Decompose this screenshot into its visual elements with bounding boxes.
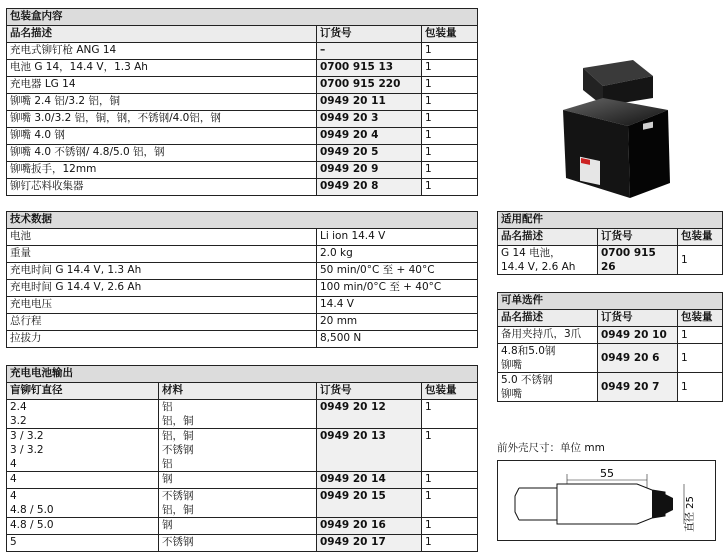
pack-quantity: 1 [678, 327, 723, 344]
tech-title: 技术数据 [7, 212, 478, 229]
table-row [7, 400, 478, 429]
table-row [7, 179, 478, 196]
spec-value: 2.0 kg [317, 246, 478, 263]
order-number: 0949 20 14 [317, 472, 422, 489]
spec-label: 充电时间 G 14.4 V, 2.6 Ah [7, 280, 317, 297]
accessories-table [497, 211, 723, 275]
material: 不锈钢 铝，铜 [159, 489, 317, 518]
spec-value: 100 min/0°C 至 + 40°C [317, 280, 478, 297]
spec-label: 总行程 [7, 314, 317, 331]
material: 铝，铜 不锈钢 铝 [159, 429, 317, 472]
package-table [6, 8, 478, 196]
dim-diameter-label: 直径 25 [685, 496, 696, 532]
pack-quantity: 1 [422, 472, 478, 489]
output-table [6, 365, 478, 552]
table-row [7, 128, 478, 145]
table-row [7, 94, 478, 111]
pack-quantity: 1 [422, 400, 478, 429]
table-row [7, 472, 478, 489]
options-title: 可单选件 [498, 293, 723, 310]
item-description: 铆嘴 4.0 不锈钢/ 4.8/5.0 铝，钢 [7, 145, 317, 162]
pack-quantity: 1 [422, 111, 478, 128]
spec-value: 20 mm [317, 314, 478, 331]
pack-quantity: 1 [422, 128, 478, 145]
order-number: 0949 20 12 [317, 400, 422, 429]
order-number: 0949 20 4 [317, 128, 422, 145]
table-row [7, 314, 478, 331]
spec-value: Li ion 14.4 V [317, 229, 478, 246]
order-number: 0949 20 9 [317, 162, 422, 179]
rivet-diameter: 4 [7, 472, 159, 489]
item-description: 铆钉芯料收集器 [7, 179, 317, 196]
table-row [7, 145, 478, 162]
table-row [7, 489, 478, 518]
order-number: 0949 20 3 [317, 111, 422, 128]
column-header: 订货号 [317, 383, 422, 400]
package-title: 包装盒内容 [7, 9, 478, 26]
pack-quantity: 1 [422, 535, 478, 552]
order-number: 0700 915 26 [598, 246, 678, 275]
order-number: 0700 915 220 [317, 77, 422, 94]
spec-value: 14.4 V [317, 297, 478, 314]
order-number: 0949 20 11 [317, 94, 422, 111]
column-header: 包装量 [678, 310, 723, 327]
column-header: 包装量 [678, 229, 723, 246]
column-header: 材料 [159, 383, 317, 400]
table-row [7, 111, 478, 128]
column-header: 订货号 [598, 229, 678, 246]
column-header: 品名描述 [7, 26, 317, 43]
rivet-diameter: 4 4.8 / 5.0 [7, 489, 159, 518]
pack-quantity: 1 [422, 518, 478, 535]
table-row [7, 280, 478, 297]
spec-label: 拉拔力 [7, 331, 317, 348]
tech-table [6, 211, 478, 348]
item-description: 铆嘴扳手，12mm [7, 162, 317, 179]
pack-quantity: 1 [422, 60, 478, 77]
table-row [7, 429, 478, 472]
accessories-title: 适用配件 [498, 212, 723, 229]
rivet-diameter: 4.8 / 5.0 [7, 518, 159, 535]
order-number: 0949 20 10 [598, 327, 678, 344]
table-row [7, 43, 478, 60]
rivet-diameter: 5 [7, 535, 159, 552]
item-description: 电池 G 14，14.4 V，1.3 Ah [7, 60, 317, 77]
table-row [498, 246, 723, 275]
table-row [7, 229, 478, 246]
item-description: 铆嘴 2.4 铝/3.2 铝，铜 [7, 94, 317, 111]
order-number: 0949 20 15 [317, 489, 422, 518]
spec-label: 充电电压 [7, 297, 317, 314]
table-row [7, 77, 478, 94]
pack-quantity: 1 [422, 429, 478, 472]
order-number: 0949 20 17 [317, 535, 422, 552]
spec-label: 充电时间 G 14.4 V, 1.3 Ah [7, 263, 317, 280]
pack-quantity: 1 [422, 179, 478, 196]
material: 不锈钢 [159, 535, 317, 552]
order-number: – [317, 43, 422, 60]
order-number: 0949 20 7 [598, 373, 678, 402]
table-row [7, 263, 478, 280]
item-description: 充电器 LG 14 [7, 77, 317, 94]
order-number: 0949 20 6 [598, 344, 678, 373]
pack-quantity: 1 [422, 77, 478, 94]
item-description: 铆嘴 3.0/3.2 铝，铜，钢，不锈钢/4.0铝，钢 [7, 111, 317, 128]
diagram-title: 前外壳尺寸：单位 mm [497, 442, 605, 454]
spec-value: 8,500 N [317, 331, 478, 348]
table-row [7, 162, 478, 179]
spec-value: 50 min/0°C 至 + 40°C [317, 263, 478, 280]
material: 钢 [159, 518, 317, 535]
item-description: 4.8和5.0钢 铆嘴 [498, 344, 598, 373]
item-description: 5.0 不锈钢 铆嘴 [498, 373, 598, 402]
pack-quantity: 1 [678, 246, 723, 275]
item-description: 充电式铆钉枪 ANG 14 [7, 43, 317, 60]
item-description: 铆嘴 4.0 钢 [7, 128, 317, 145]
pack-quantity: 1 [422, 43, 478, 60]
dim-length-label: 55 [600, 467, 614, 480]
item-description: 备用夹持爪，3爪 [498, 327, 598, 344]
pack-quantity: 1 [678, 344, 723, 373]
column-header: 品名描述 [498, 229, 598, 246]
order-number: 0949 20 16 [317, 518, 422, 535]
pack-quantity: 1 [422, 145, 478, 162]
spec-label: 重量 [7, 246, 317, 263]
column-header: 包装量 [422, 26, 478, 43]
table-row [7, 246, 478, 263]
column-header: 订货号 [317, 26, 422, 43]
order-number: 0949 20 13 [317, 429, 422, 472]
spec-label: 电池 [7, 229, 317, 246]
rivet-diameter: 3 / 3.2 3 / 3.2 4 [7, 429, 159, 472]
rivet-diameter: 2.4 3.2 [7, 400, 159, 429]
table-row [7, 331, 478, 348]
column-header: 盲铆钉直径 [7, 383, 159, 400]
output-title: 充电电池输出 [7, 366, 478, 383]
table-row [7, 60, 478, 77]
table-row [7, 297, 478, 314]
column-header: 品名描述 [498, 310, 598, 327]
material: 钢 [159, 472, 317, 489]
table-row [498, 344, 723, 373]
table-row [7, 518, 478, 535]
table-row [498, 373, 723, 402]
pack-quantity: 1 [678, 373, 723, 402]
pack-quantity: 1 [422, 489, 478, 518]
item-description: G 14 电池， 14.4 V, 2.6 Ah [498, 246, 598, 275]
order-number: 0949 20 8 [317, 179, 422, 196]
table-row [7, 535, 478, 552]
options-table [497, 292, 723, 402]
pack-quantity: 1 [422, 162, 478, 179]
table-row [498, 327, 723, 344]
order-number: 0949 20 5 [317, 145, 422, 162]
column-header: 包装量 [422, 383, 478, 400]
battery-image [548, 48, 688, 208]
column-header: 订货号 [598, 310, 678, 327]
order-number: 0700 915 13 [317, 60, 422, 77]
housing-diagram [497, 440, 722, 545]
material: 铝 铝，铜 [159, 400, 317, 429]
pack-quantity: 1 [422, 94, 478, 111]
